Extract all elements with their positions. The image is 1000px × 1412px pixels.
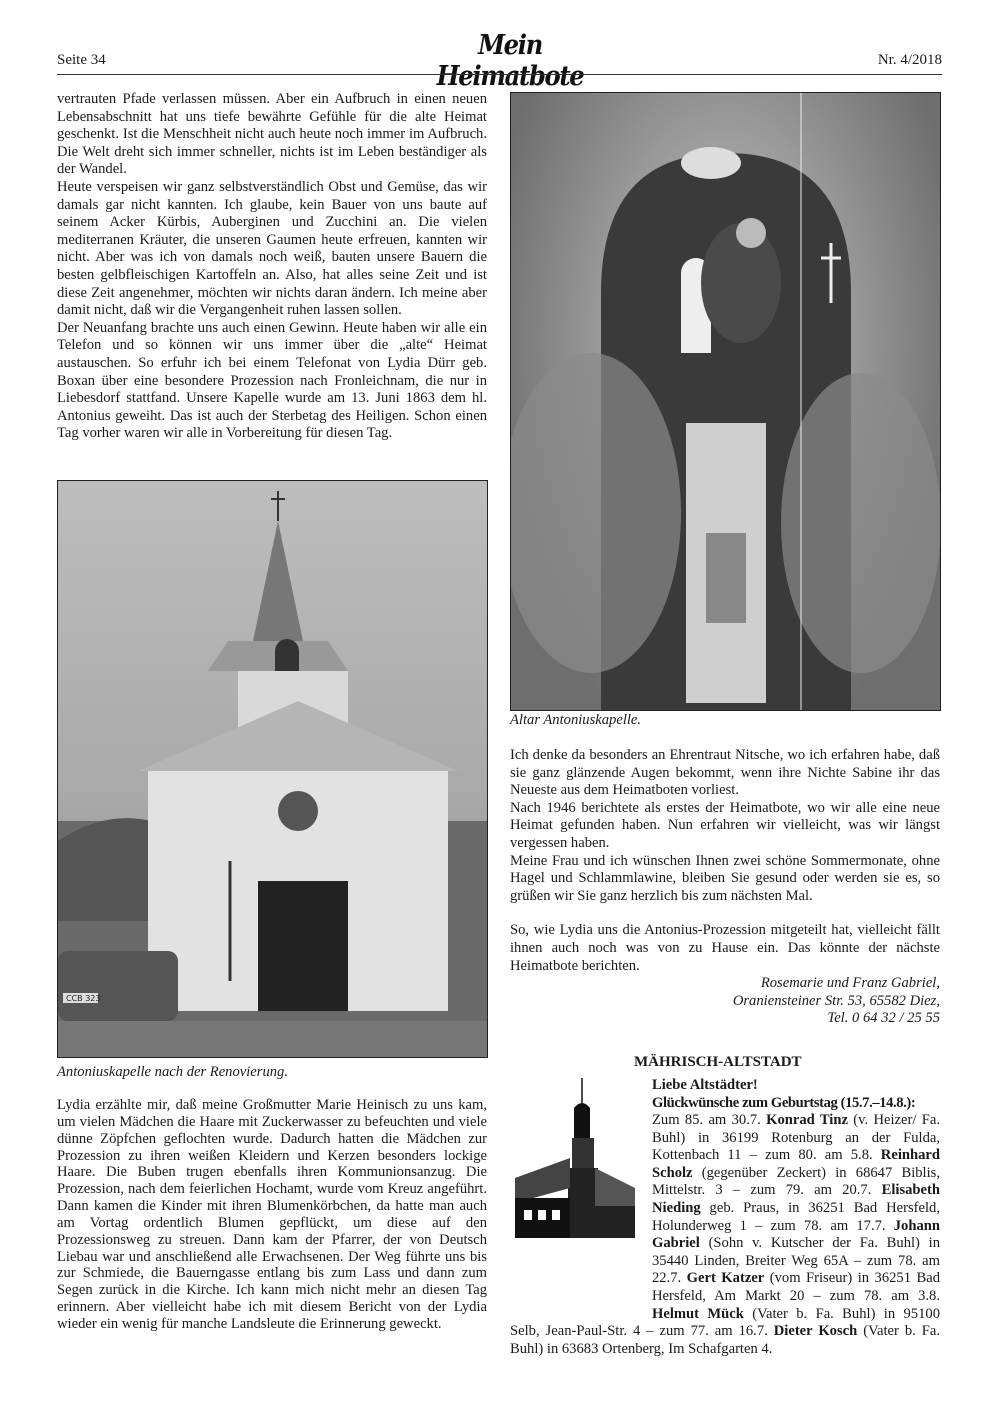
page-number: Seite 34 xyxy=(57,52,106,68)
paragraph: vertrauten Pfade verlassen müssen. Aber ein Aufbruch in einen neuen Lebensabschnitt hat uns tiefe bewährte Gefühle für die alte Heimat geschenkt. Ist die Menschheit nicht auch heute noch immer im Aufbruch. Die Welt dreht sich immer schneller, nichts ist im Leben beständiger als der Wandel. xyxy=(57,91,487,178)
birthday-list xyxy=(510,1112,940,1358)
person-name: Johann Gabriel xyxy=(652,1217,940,1252)
signature-phone: Tel. 0 64 32 / 25 55 xyxy=(827,1010,940,1027)
paragraph: Nach 1946 berichtete als erstes der Heimatbote, wo wir alle eine neue Heimat gefunden haben. Nun erfahren wir vielleicht, was wir längst vergessen haben. xyxy=(510,799,940,851)
birthday-detail: (v. Heizer/ Fa. Buhl) in 36199 Rotenburg an der Fulda, Kottenbach 11 – zum 80. am 5.8. xyxy=(652,1112,940,1164)
person-name: Dieter Kosch xyxy=(773,1323,858,1340)
section-title: MÄHRISCH-ALTSTADT xyxy=(634,1054,802,1070)
person-name: Gert Katzer xyxy=(686,1270,765,1287)
paragraph: Meine Frau und ich wünschen Ihnen zwei schöne Sommermonate, ohne Hagel und Schlammlawine, bleiben Sie gesund oder werden sie es, so grüßen wir Sie ganz herzlich bis zum nächsten Mal. xyxy=(510,852,940,904)
license-plate: CCB 323 xyxy=(66,994,101,1003)
church-photo-caption: Antoniuskapelle nach der Renovierung. xyxy=(57,1064,289,1080)
paragraph: Heute verspeisen wir ganz selbstverständlich Obst und Gemüse, das wir damals gar nicht kannten. Ich glaube, kein Bauer von uns baute auf seinem Acker Kürbis, Auberginen und Zucchini an. Die vielen mediterranen Kräuter, die unseren Gaumen heute erfreuen, kannten wir nicht. Aber was ich von damals noch weiß, bauten unsere Bauern die besten gelbfleischigen Kartoffeln an. Also, hat alles seine Zeit und ist diese Zeit angenehmer, möchten wir nichts daran ändern. Ich meine aber damit nicht, daß wir die Vergangenheit ruhen lassen sollen. xyxy=(57,178,487,319)
altar-photo-caption: Altar Antoniuskapelle. xyxy=(510,712,642,728)
article-text-top-left xyxy=(57,91,487,443)
birthday-heading: Glückwünsche zum Geburtstag (15.7.–14.8.): xyxy=(652,1094,916,1111)
header-rule xyxy=(57,74,942,75)
masthead-logo: Mein Heimatbote xyxy=(436,30,584,92)
article-text-right xyxy=(510,747,940,1028)
birthday-detail: (gegenüber Zeckert) in 68647 Biblis, Mittelstr. 3 – zum 79. am 20.7. xyxy=(652,1164,940,1199)
birthday-detail: Zum 85. am 30.7. xyxy=(652,1112,767,1128)
church-photo xyxy=(57,480,488,1058)
salutation: Liebe Altstädter! xyxy=(652,1077,758,1093)
closing-paragraph: So, wie Lydia uns die Antonius-Prozession mitgeteilt hat, vielleicht fällt ihnen auch noch was von zu Hause ein. Das könnte der nächste Heimatbote berichten. xyxy=(510,922,940,974)
paragraph: Ich denke da besonders an Ehrentraut Nitsche, wo ich erfahren habe, daß sie ganz glänzende Augen bekommt, wenn ihre Nichte Sabine ihr das Neueste aus dem Heimatboten vorliest. xyxy=(510,747,940,799)
birthday-detail: (vom Friseur) in 36251 Bad Hersfeld, Am Markt 20 – zum 78. am 3.8. xyxy=(652,1270,940,1304)
paragraph: Der Neuanfang brachte uns auch einen Gewinn. Heute haben wir alle ein Telefon und so können wir uns immer über die „alte“ Heimat austauschen. So erfuhr ich bei einem Telefonat von Lydia Dürr geb. Boxan über eine besondere Prozession nach Fronleichnam, die nur in Liebesdorf stattfand. Unsere Kapelle wurde am 13. Juni 1863 dem hl. Antonius geweiht. Das ist auch der Sterbetag des Heiligen. Schon einen Tag vorher waren wir alle in Vorbereitung für diesen Tag. xyxy=(57,319,487,442)
person-name: Helmut Mück xyxy=(652,1305,744,1322)
birthday-detail: (Vater b. Fa. Buhl) in 95100 Selb, Jean-Paul-Str. 4 – zum 77. am 16.7. xyxy=(510,1305,940,1340)
birthday-detail: geb. Praus, in 36251 Bad Hersfeld, Holunderweg 1 – zum 78. am 17.7. xyxy=(652,1199,940,1234)
paragraph: Lydia erzählte mir, daß meine Großmutter Marie Heinisch zu uns kam, um vielen Mädchen die Haare mit Zuckerwasser zu befeuchten und viele dünne Zöpfchen geflochten wurde. Dadurch hatten die Mädchen zur Prozession zu ihren weißen Kleidern und Kerzen besonders lockige Haare. Die Buben trugen ebenfalls ihren Kommunionsanzug. Die Prozession, nach dem feierlichen Hochamt, wurde vom Kreuz angeführt. Dann kamen die Kinder mit ihren Blumenkörbchen, da hatte man auch am Vortag ordentlich Blumen gepflückt, um diese auf den Prozessionsweg zu streuen. Dann kam der Pfarrer, der von Deutsch Liebau war und anschließend alle Erwachsenen. Der Weg führte uns bis zur Schmiede, die Bauerngasse entlang bis zum Lass und dann zum Segen zurück in die Kirche. Ich kann mich nicht mehr an diesen Tag erinnern. Aber vielleicht habe ich mit diesem Bericht von der Lydia wieder ein wenig für manche Landsleute die Erinnerung geweckt. xyxy=(57,1097,487,1332)
birthday-detail: (Vater b. Fa. Buhl) in 63683 Ortenberg, Im Schafgarten 4. xyxy=(510,1323,940,1357)
signature-name: Rosemarie und Franz Gabriel, xyxy=(760,975,940,992)
signature-address: Oraniensteiner Str. 53, 65582 Diez, xyxy=(732,992,940,1009)
issue-number: Nr. 4/2018 xyxy=(877,52,942,68)
person-name: Elisabeth Nieding xyxy=(652,1182,940,1216)
article-text-bottom-left xyxy=(57,1097,487,1333)
person-name: Reinhard Scholz xyxy=(652,1147,940,1181)
altar-photo xyxy=(510,92,941,711)
birthday-detail: (Sohn v. Kutscher der Fa. Buhl) in 35440 Linden, Breiter Weg 65A – zum 78. am 22.7. xyxy=(652,1235,940,1287)
person-name: Konrad Tinz xyxy=(766,1112,848,1128)
birthday-greetings xyxy=(652,1077,940,1112)
